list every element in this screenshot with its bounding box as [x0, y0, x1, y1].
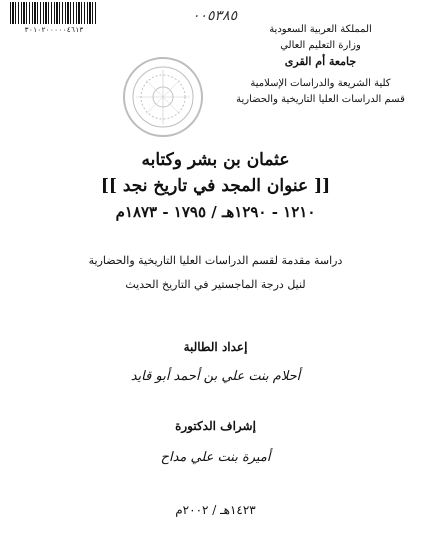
header-ministry: وزارة التعليم العالي [280, 40, 361, 51]
institution-header [218, 22, 423, 108]
barcode [10, 2, 98, 34]
thesis-degree: لنيل درجة الماجستير في التاريخ الحديث [125, 278, 306, 291]
header-country: المملكة العربية السعودية [269, 24, 372, 35]
supervisor-name: أميرة بنت علي مداح [160, 450, 271, 465]
thesis-book-title: [[ عنوان المجد في تاريخ نجد ]] [100, 176, 331, 196]
header-university: جامعة أم القرى [284, 55, 357, 68]
thesis-description: دراسة مقدمة لقسم الدراسات العليا التاريخية والحضارية [88, 254, 343, 267]
serial-number: ٠٠٥٣٨٥ [192, 8, 238, 24]
thesis-date-range: ١٢١٠ - ١٢٩٠هـ / ١٧٩٥ - ١٨٧٣م [115, 203, 316, 221]
student-label: إعداد الطالبة [183, 340, 248, 354]
thesis-date: ١٤٢٣هـ / ٢٠٠٢م [175, 503, 256, 517]
thesis-title: عثمان بن بشر وكتابه [141, 150, 290, 170]
header-college: كلية الشريعة والدراسات الإسلامية [250, 78, 391, 89]
supervisor-label: إشراف الدكتورة [175, 419, 256, 433]
header-department: قسم الدراسات العليا التاريخية والحضارية [236, 94, 405, 105]
student-name: أحلام بنت علي بن أحمد أبو قايد [130, 369, 301, 384]
barcode-bars [10, 2, 98, 24]
university-seal-icon [122, 56, 204, 138]
barcode-number: ٣٠١٠٢٠٠٠٠٠٤٦١٣ [24, 26, 84, 34]
